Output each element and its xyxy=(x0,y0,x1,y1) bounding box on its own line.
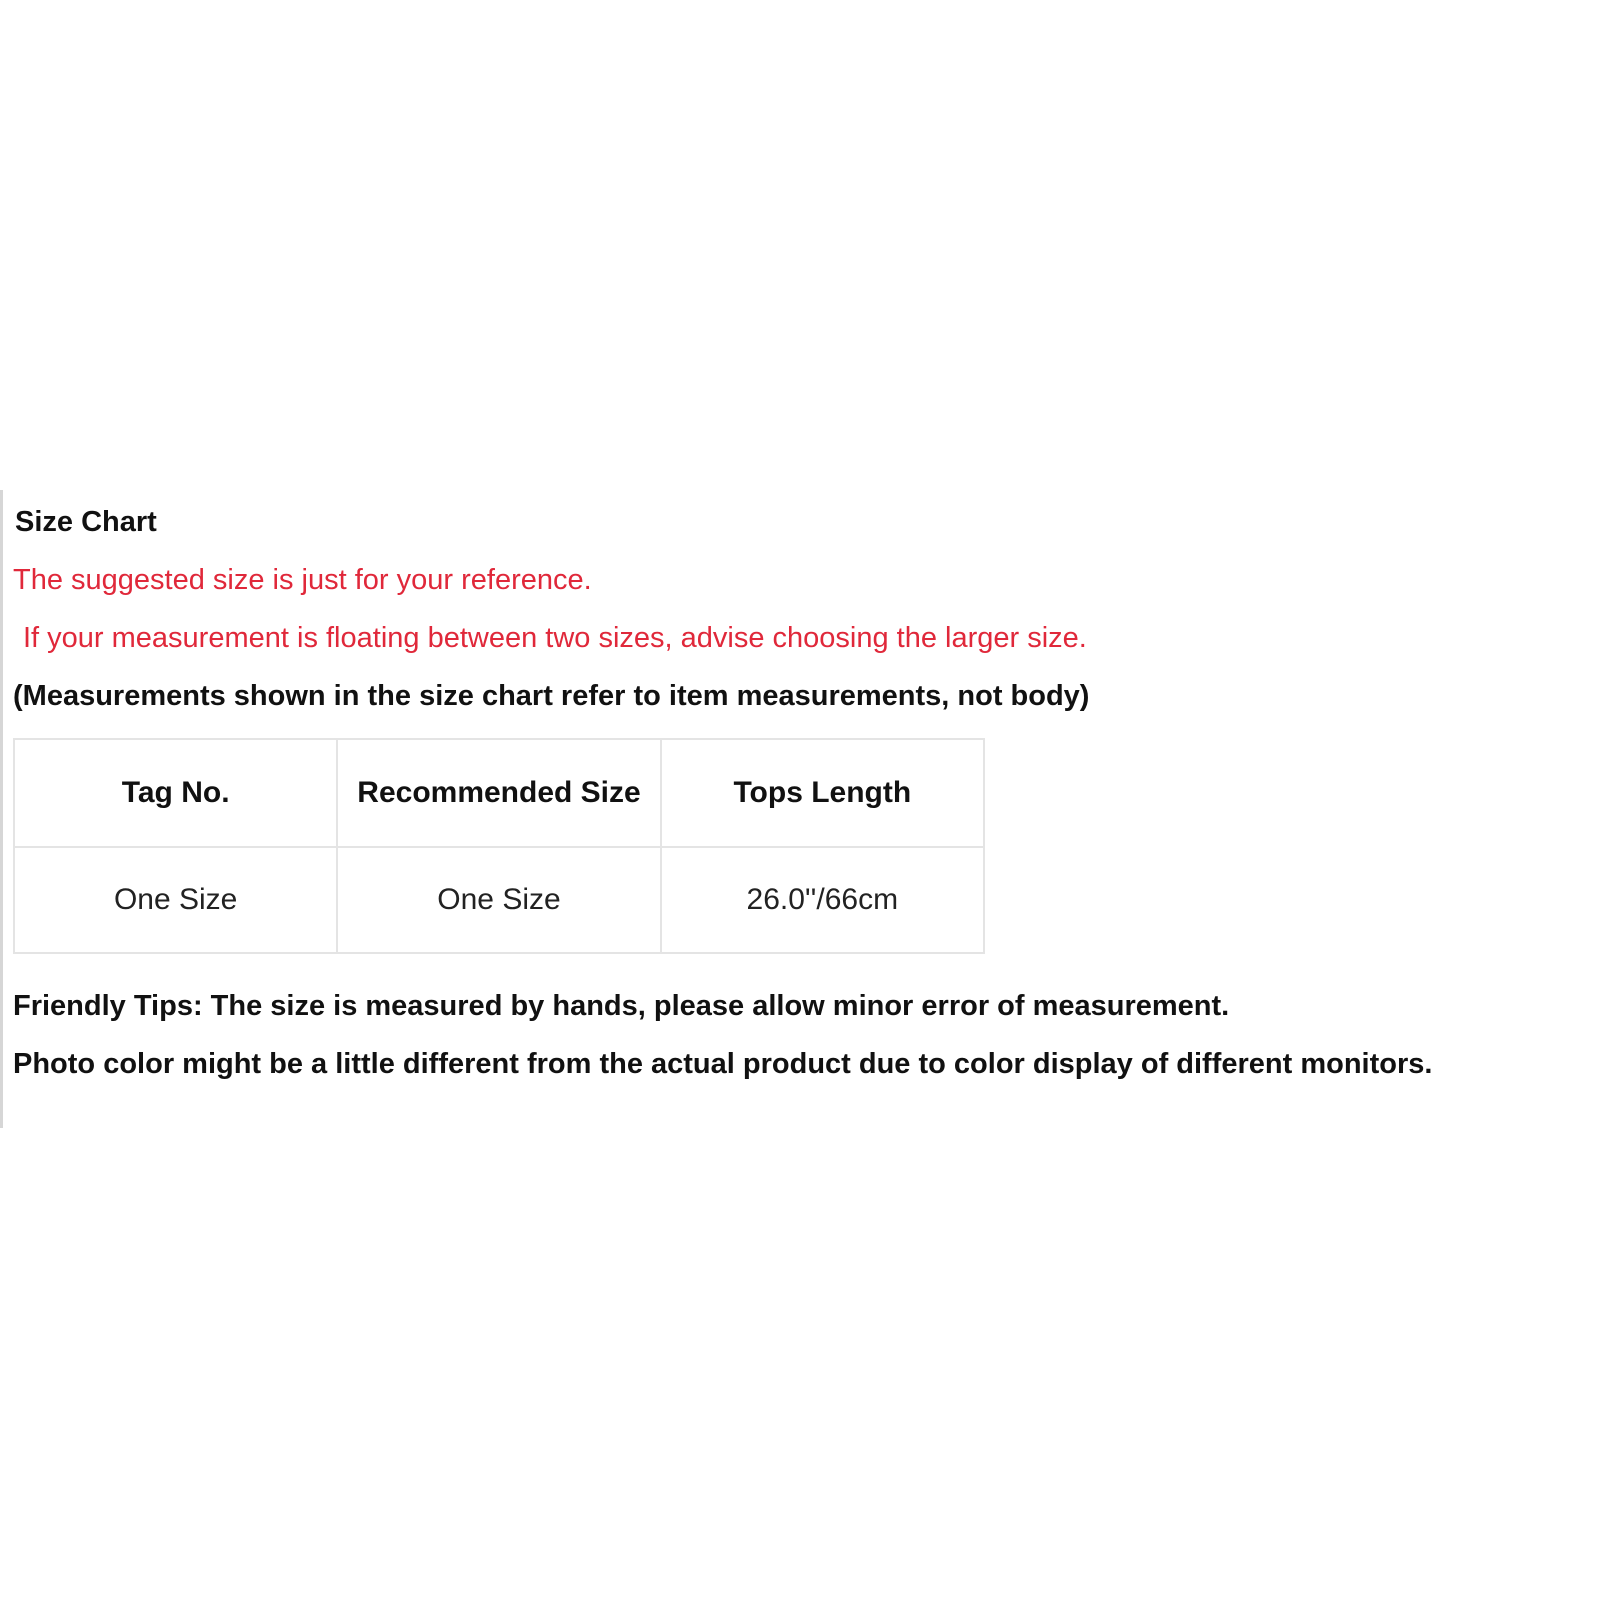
column-header-recommended-size: Recommended Size xyxy=(337,739,660,847)
color-note: Photo color might be a little different from the actual product due to color display of different monitors. xyxy=(13,1048,1433,1080)
column-header-tag-no: Tag No. xyxy=(14,739,337,847)
measurement-note: (Measurements shown in the size chart refer to item measurements, not body) xyxy=(13,680,1090,712)
reference-note: The suggested size is just for your reference. xyxy=(13,564,592,596)
cell-tops-length: 26.0''/66cm xyxy=(661,847,984,953)
advice-note: If your measurement is floating between two sizes, advise choosing the larger size. xyxy=(23,622,1087,654)
size-chart-panel xyxy=(0,490,1563,1128)
size-chart-title: Size Chart xyxy=(15,506,157,538)
size-table xyxy=(13,738,985,954)
table-row xyxy=(14,847,984,953)
table-header-row xyxy=(14,739,984,847)
cell-recommended-size: One Size xyxy=(337,847,660,953)
column-header-tops-length: Tops Length xyxy=(661,739,984,847)
cell-tag-no: One Size xyxy=(14,847,337,953)
friendly-tips: Friendly Tips: The size is measured by hands, please allow minor error of measurement. xyxy=(13,990,1230,1022)
